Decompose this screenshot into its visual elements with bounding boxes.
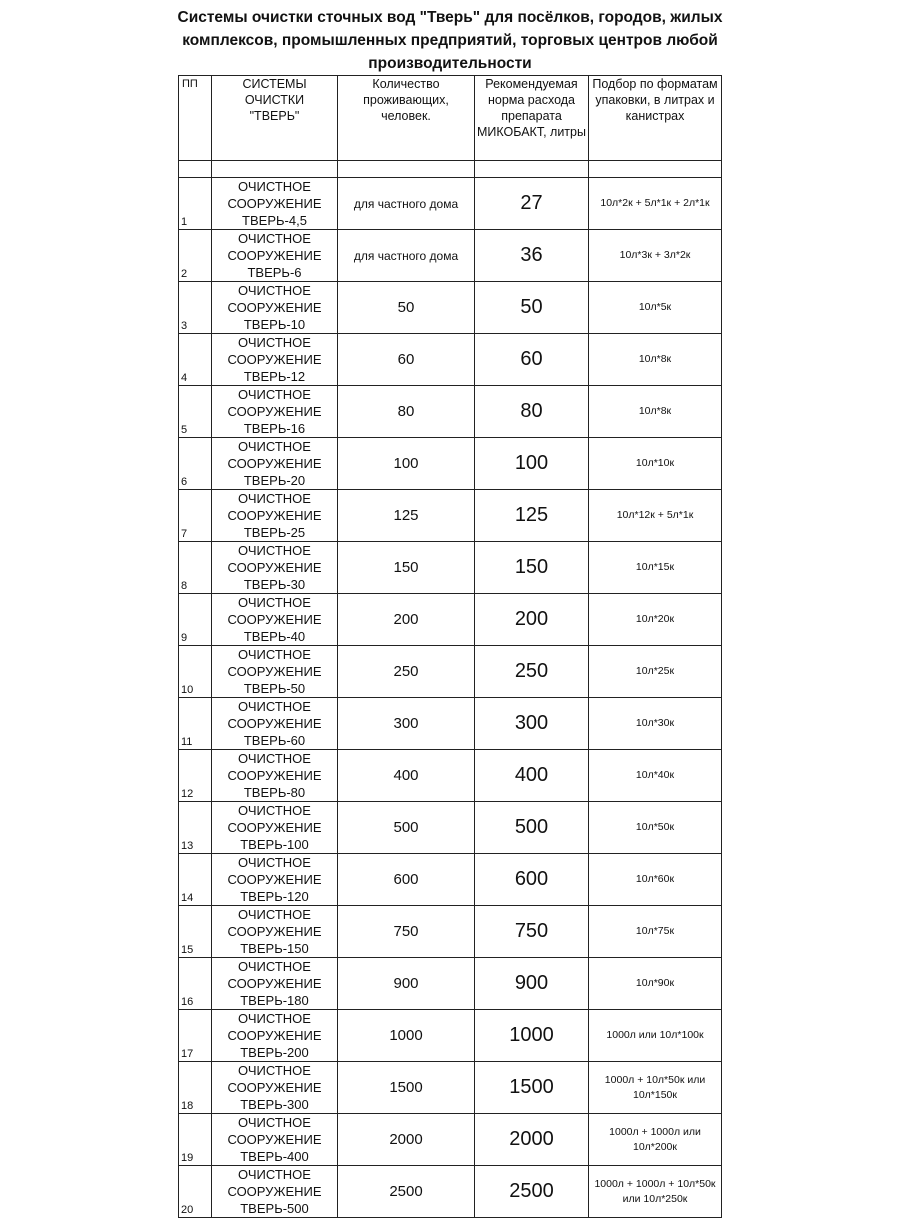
row-number: 2: [179, 230, 212, 282]
residents-count: 125: [338, 490, 475, 542]
row-number: 5: [179, 386, 212, 438]
packaging-option: 10л*10к: [589, 438, 722, 490]
system-name: ОЧИСТНОЕ СООРУЖЕНИЕ ТВЕРЬ-30: [212, 542, 338, 594]
row-number: 9: [179, 594, 212, 646]
spacer-cell: [475, 161, 589, 178]
residents-count: для частного дома: [338, 178, 475, 230]
residents-count: 600: [338, 854, 475, 906]
systems-table: [178, 75, 722, 1218]
dose-liters: 60: [475, 334, 589, 386]
residents-count: 80: [338, 386, 475, 438]
residents-count: 750: [338, 906, 475, 958]
table-row: [179, 282, 722, 334]
system-name: ОЧИСТНОЕ СООРУЖЕНИЕ ТВЕРЬ-80: [212, 750, 338, 802]
row-number: 15: [179, 906, 212, 958]
table-row: [179, 854, 722, 906]
row-number: 11: [179, 698, 212, 750]
dose-liters: 600: [475, 854, 589, 906]
system-name: ОЧИСТНОЕ СООРУЖЕНИЕ ТВЕРЬ-6: [212, 230, 338, 282]
residents-count: 250: [338, 646, 475, 698]
table-body: [179, 76, 722, 1218]
packaging-option: 10л*50к: [589, 802, 722, 854]
row-number: 20: [179, 1166, 212, 1218]
system-name: ОЧИСТНОЕ СООРУЖЕНИЕ ТВЕРЬ-100: [212, 802, 338, 854]
residents-count: 150: [338, 542, 475, 594]
residents-count: 100: [338, 438, 475, 490]
system-name: ОЧИСТНОЕ СООРУЖЕНИЕ ТВЕРЬ-150: [212, 906, 338, 958]
system-name: ОЧИСТНОЕ СООРУЖЕНИЕ ТВЕРЬ-4,5: [212, 178, 338, 230]
packaging-option: 10л*5к: [589, 282, 722, 334]
header-packaging: Подбор по форматам упаковки, в литрах и канистрах: [589, 76, 722, 161]
system-name: ОЧИСТНОЕ СООРУЖЕНИЕ ТВЕРЬ-180: [212, 958, 338, 1010]
row-number: 7: [179, 490, 212, 542]
dose-liters: 200: [475, 594, 589, 646]
row-number: 13: [179, 802, 212, 854]
residents-count: 900: [338, 958, 475, 1010]
row-number: 8: [179, 542, 212, 594]
dose-liters: 50: [475, 282, 589, 334]
system-name: ОЧИСТНОЕ СООРУЖЕНИЕ ТВЕРЬ-25: [212, 490, 338, 542]
row-number: 19: [179, 1114, 212, 1166]
dose-liters: 1500: [475, 1062, 589, 1114]
packaging-option: 10л*2к + 5л*1к + 2л*1к: [589, 178, 722, 230]
table-row: [179, 490, 722, 542]
row-number: 16: [179, 958, 212, 1010]
system-name: ОЧИСТНОЕ СООРУЖЕНИЕ ТВЕРЬ-20: [212, 438, 338, 490]
residents-count: 1500: [338, 1062, 475, 1114]
dose-liters: 2500: [475, 1166, 589, 1218]
table-row: [179, 906, 722, 958]
system-name: ОЧИСТНОЕ СООРУЖЕНИЕ ТВЕРЬ-40: [212, 594, 338, 646]
header-dose: Рекомендуемая норма расхода препарата МИКОБАКТ, литры: [475, 76, 589, 161]
packaging-option: 10л*30к: [589, 698, 722, 750]
dose-liters: 750: [475, 906, 589, 958]
row-number: 14: [179, 854, 212, 906]
document-title: Системы очистки сточных вод "Тверь" для посёлков, городов, жилых комплексов, промышленных предприятий, торговых центров любой производительности: [177, 9, 723, 72]
dose-liters: 27: [475, 178, 589, 230]
table-row: [179, 1062, 722, 1114]
spacer-row: [179, 161, 722, 178]
table-row: [179, 542, 722, 594]
table-row: [179, 438, 722, 490]
table-row: [179, 1010, 722, 1062]
system-name: ОЧИСТНОЕ СООРУЖЕНИЕ ТВЕРЬ-120: [212, 854, 338, 906]
packaging-option: 10л*60к: [589, 854, 722, 906]
dose-liters: 100: [475, 438, 589, 490]
dose-liters: 1000: [475, 1010, 589, 1062]
row-number: 17: [179, 1010, 212, 1062]
dose-liters: 400: [475, 750, 589, 802]
row-number: 18: [179, 1062, 212, 1114]
packaging-option: 10л*3к + 3л*2к: [589, 230, 722, 282]
residents-count: 2500: [338, 1166, 475, 1218]
residents-count: 50: [338, 282, 475, 334]
spacer-cell: [338, 161, 475, 178]
packaging-option: 10л*90к: [589, 958, 722, 1010]
packaging-option: 10л*25к: [589, 646, 722, 698]
dose-liters: 36: [475, 230, 589, 282]
dose-liters: 125: [475, 490, 589, 542]
spacer-cell: [212, 161, 338, 178]
packaging-option: 10л*8к: [589, 334, 722, 386]
system-name: ОЧИСТНОЕ СООРУЖЕНИЕ ТВЕРЬ-500: [212, 1166, 338, 1218]
residents-count: 400: [338, 750, 475, 802]
packaging-option: 10л*75к: [589, 906, 722, 958]
residents-count: 1000: [338, 1010, 475, 1062]
dose-liters: 150: [475, 542, 589, 594]
residents-count: 200: [338, 594, 475, 646]
system-name: ОЧИСТНОЕ СООРУЖЕНИЕ ТВЕРЬ-300: [212, 1062, 338, 1114]
table-row: [179, 802, 722, 854]
table-row: [179, 334, 722, 386]
packaging-option: 10л*15к: [589, 542, 722, 594]
residents-count: 500: [338, 802, 475, 854]
system-name: ОЧИСТНОЕ СООРУЖЕНИЕ ТВЕРЬ-200: [212, 1010, 338, 1062]
residents-count: для частного дома: [338, 230, 475, 282]
table-row: [179, 958, 722, 1010]
row-number: 10: [179, 646, 212, 698]
system-name: ОЧИСТНОЕ СООРУЖЕНИЕ ТВЕРЬ-60: [212, 698, 338, 750]
header-system: СИСТЕМЫ ОЧИСТКИ "ТВЕРЬ": [212, 76, 338, 161]
dose-liters: 900: [475, 958, 589, 1010]
row-number: 4: [179, 334, 212, 386]
table-row: [179, 698, 722, 750]
residents-count: 2000: [338, 1114, 475, 1166]
packaging-option: 10л*20к: [589, 594, 722, 646]
header-residents: Количество проживающих, человек.: [338, 76, 475, 161]
packaging-option: 1000л + 10л*50к или 10л*150к: [589, 1062, 722, 1114]
packaging-option: 10л*8к: [589, 386, 722, 438]
dose-liters: 2000: [475, 1114, 589, 1166]
residents-count: 300: [338, 698, 475, 750]
system-name: ОЧИСТНОЕ СООРУЖЕНИЕ ТВЕРЬ-50: [212, 646, 338, 698]
packaging-option: 1000л или 10л*100к: [589, 1010, 722, 1062]
row-number: 1: [179, 178, 212, 230]
packaging-option: 1000л + 1000л + 10л*50к или 10л*250к: [589, 1166, 722, 1218]
row-number: 3: [179, 282, 212, 334]
row-number: 6: [179, 438, 212, 490]
table-row: [179, 1166, 722, 1218]
table-row: [179, 750, 722, 802]
table-row: [179, 386, 722, 438]
table-row: [179, 230, 722, 282]
packaging-option: 1000л + 1000л или 10л*200к: [589, 1114, 722, 1166]
header-pp: ПП: [179, 76, 212, 161]
dose-liters: 300: [475, 698, 589, 750]
table-row: [179, 178, 722, 230]
header-row: [179, 76, 722, 161]
table-row: [179, 1114, 722, 1166]
system-name: ОЧИСТНОЕ СООРУЖЕНИЕ ТВЕРЬ-400: [212, 1114, 338, 1166]
spacer-cell: [589, 161, 722, 178]
system-name: ОЧИСТНОЕ СООРУЖЕНИЕ ТВЕРЬ-10: [212, 282, 338, 334]
dose-liters: 250: [475, 646, 589, 698]
dose-liters: 80: [475, 386, 589, 438]
table-row: [179, 594, 722, 646]
residents-count: 60: [338, 334, 475, 386]
row-number: 12: [179, 750, 212, 802]
spacer-cell: [179, 161, 212, 178]
table-row: [179, 646, 722, 698]
packaging-option: 10л*40к: [589, 750, 722, 802]
packaging-option: 10л*12к + 5л*1к: [589, 490, 722, 542]
dose-liters: 500: [475, 802, 589, 854]
system-name: ОЧИСТНОЕ СООРУЖЕНИЕ ТВЕРЬ-12: [212, 334, 338, 386]
system-name: ОЧИСТНОЕ СООРУЖЕНИЕ ТВЕРЬ-16: [212, 386, 338, 438]
